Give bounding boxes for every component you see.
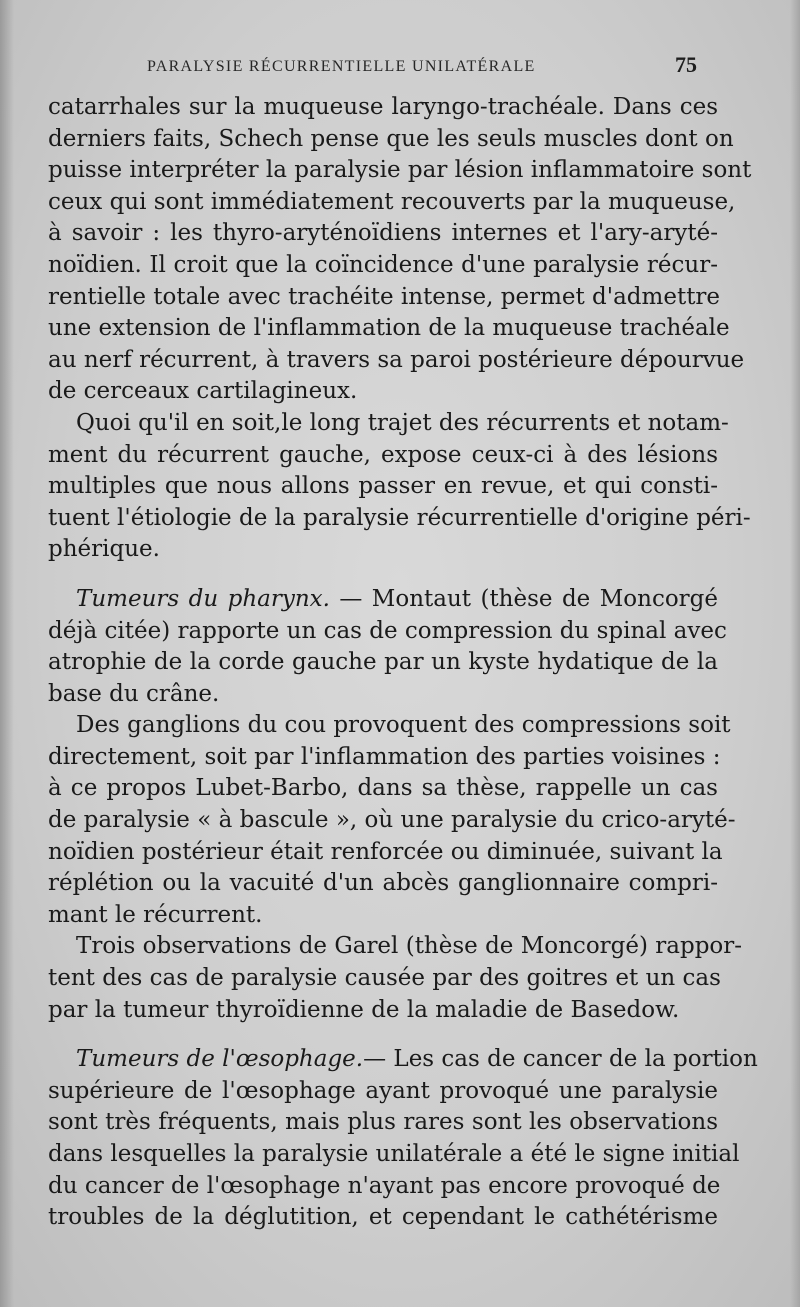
text-run: — Les cas de cancer de la portion: [363, 1046, 758, 1073]
text-line: Des ganglions du cou provoquent des compressions soit: [76, 712, 731, 739]
text-line: sont très fréquents, mais plus rares sont les observations: [48, 1109, 718, 1136]
text-line: réplétion ou la vacuité d'un abcès ganglionnaire compri-: [48, 870, 718, 897]
text-line: de cerceaux cartilagineux.: [48, 378, 358, 405]
text-line: [48, 1044, 758, 1076]
text-line: troubles de la déglutition, et cependant le cathétérisme: [48, 1204, 718, 1231]
text-line: mant le récurrent.: [48, 901, 263, 928]
page-right-shadow: [790, 0, 800, 1307]
paragraph: [48, 92, 752, 408]
paragraph: [48, 1044, 758, 1234]
paragraph: [48, 931, 743, 1026]
text-line: de paralysie « à bascule », où une paralysie du crico-aryté-: [48, 807, 736, 834]
section-heading-oesophage: Tumeurs de l'œsophage.: [76, 1046, 364, 1073]
body-text: [48, 92, 758, 1234]
section-heading-pharynx: Tumeurs du pharynx.: [76, 585, 330, 612]
page-left-shadow: [0, 0, 14, 1307]
text-line: ceux qui sont immédiatement recouverts par la muqueuse,: [48, 188, 736, 215]
paragraph: [48, 584, 727, 710]
text-line: noïdien. Il croit que la coïncidence d'une paralysie récur-: [48, 251, 718, 278]
page-number: 75: [675, 52, 697, 77]
paragraph: [48, 408, 751, 566]
text-line: une extension de l'inflammation de la muqueuse trachéale: [48, 315, 730, 342]
text-line: du cancer de l'œsophage n'ayant pas encore provoqué de: [48, 1172, 721, 1199]
text-line: dans lesquelles la paralysie unilatérale a été le signe initial: [48, 1141, 740, 1167]
text-line: atrophie de la corde gauche par un kyste hydatique de la: [48, 649, 718, 676]
text-line: multiples que nous allons passer en revue, et qui consti-: [48, 473, 718, 500]
paragraph-gap: [48, 1026, 718, 1044]
text-line: Trois observations de Garel (thèse de Moncorgé) rappor-: [76, 933, 743, 960]
paragraph-gap: [48, 566, 718, 584]
text-line: base du crâne.: [48, 680, 220, 707]
text-line: phérique.: [48, 536, 160, 563]
paragraph: [48, 710, 736, 931]
running-head: PARALYSIE RÉCURRENTIELLE UNILATÉRALE: [147, 58, 536, 75]
text-line: noïdien postérieur était renforcée ou diminuée, suivant la: [48, 838, 723, 865]
text-line: Quoi qu'il en soit,le long trajet des récurrents et notam-: [76, 409, 729, 436]
text-line: à savoir : les thyro-aryténoïdiens internes et l'ary-aryté-: [48, 220, 718, 247]
text-line: déjà citée) rapporte un cas de compression du spinal avec: [48, 617, 727, 644]
text-line: ment du récurrent gauche, expose ceux-ci à des lésions: [48, 441, 718, 468]
text-line: supérieure de l'œsophage ayant provoqué une paralysie: [48, 1077, 718, 1104]
text-line: tent des cas de paralysie causée par des goitres et un cas: [48, 965, 721, 992]
text-line: au nerf récurrent, à travers sa paroi postérieure dépourvue: [48, 346, 745, 373]
text-line: directement, soit par l'inflammation des parties voisines :: [48, 743, 721, 770]
text-line: [48, 584, 718, 616]
text-run: — Montaut (thèse de Moncorgé: [329, 585, 718, 612]
text-line: puisse interpréter la paralysie par lésion inflammatoire sont: [48, 157, 752, 184]
text-line: à ce propos Lubet-Barbo, dans sa thèse, rappelle un cas: [48, 775, 718, 802]
text-line: tuent l'étiologie de la paralysie récurrentielle d'origine péri-: [48, 504, 751, 531]
text-line: derniers faits, Schech pense que les seuls muscles dont on: [48, 125, 734, 152]
text-line: catarrhales sur la muqueuse laryngo-trachéale. Dans ces: [48, 94, 718, 120]
text-line: par la tumeur thyroïdienne de la maladie de Basedow.: [48, 996, 680, 1023]
text-line: rentielle totale avec trachéite intense, permet d'admettre: [48, 283, 721, 310]
